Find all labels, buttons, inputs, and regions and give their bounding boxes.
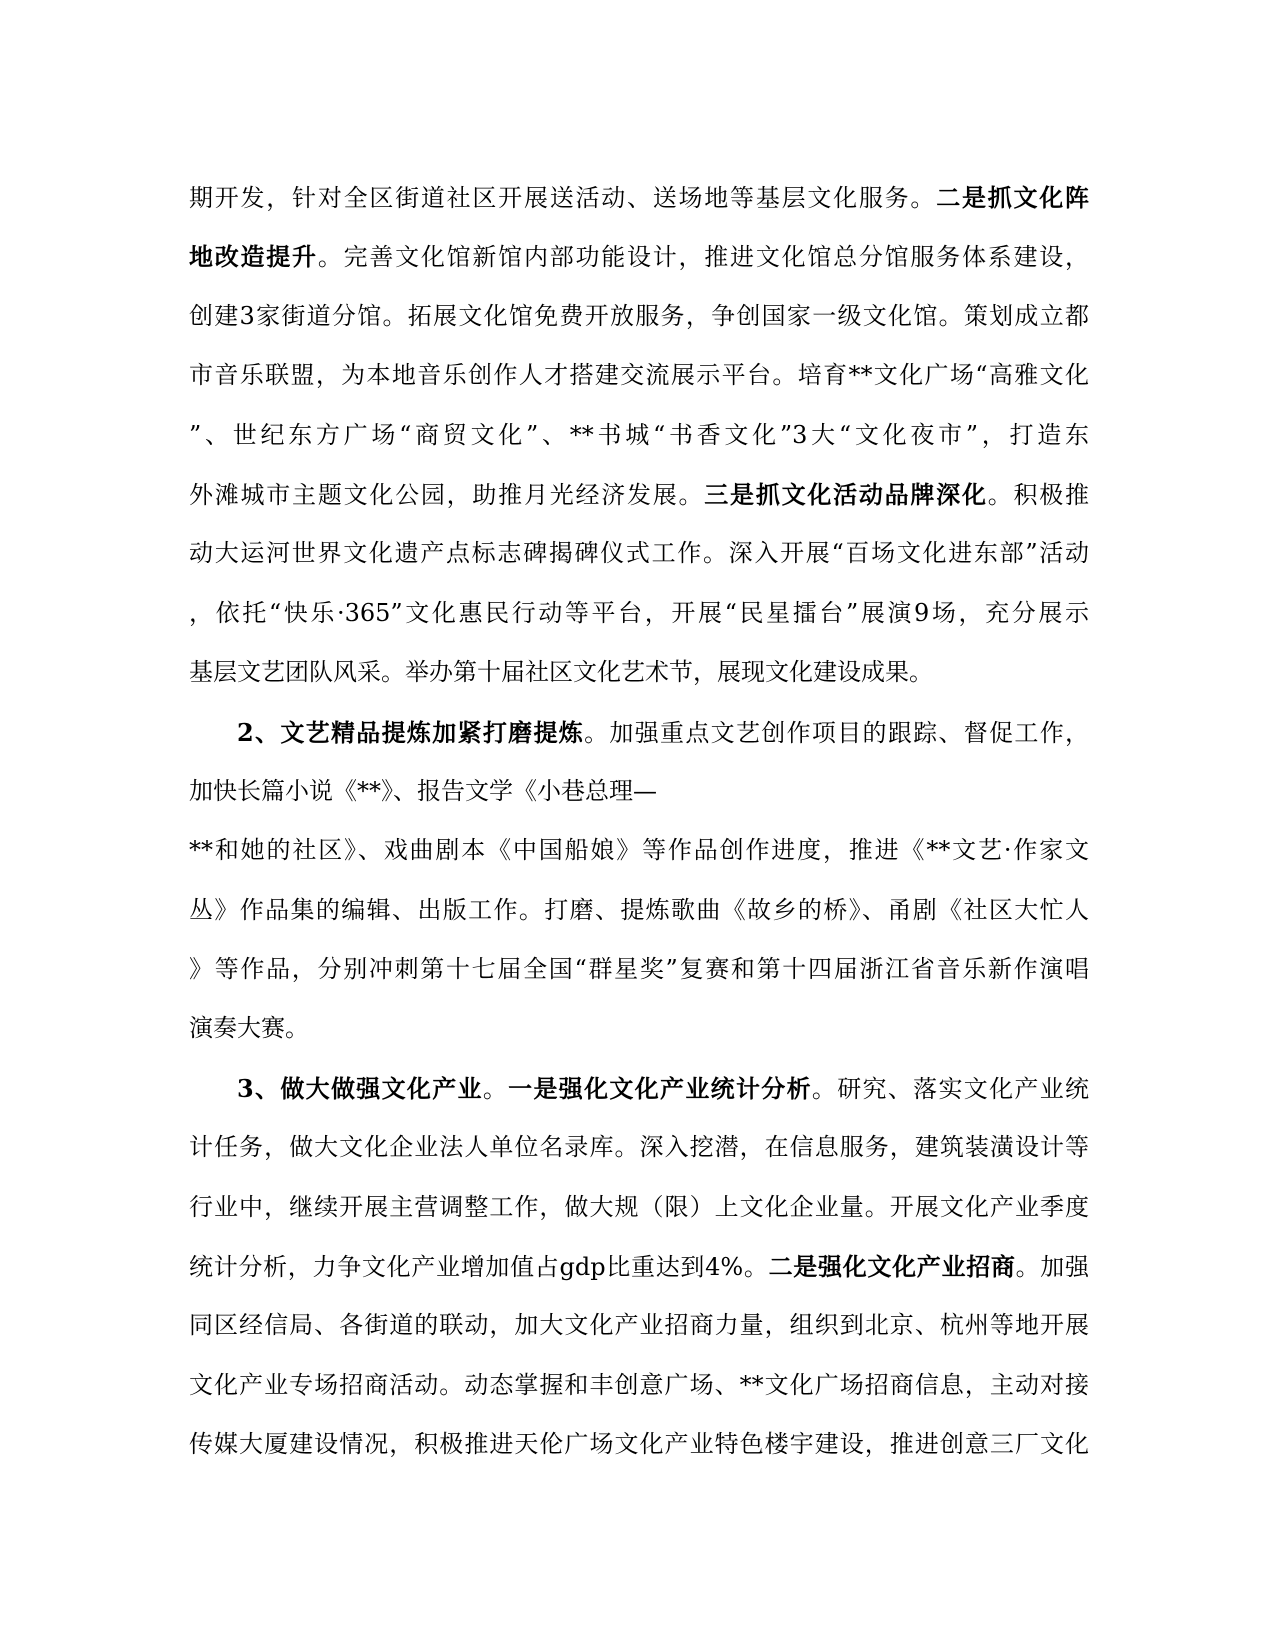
text-line: [189, 999, 1089, 1058]
bold-text: 2、文艺精品提炼加紧打磨提炼: [237, 717, 585, 747]
text-line: [189, 227, 1089, 286]
body-text: 。完善文化馆新馆内部功能设计，推进文化馆总分馆服务体系建设，: [317, 243, 1090, 272]
text-line: [189, 1415, 1089, 1474]
bold-text: 3、做大做强文化产业: [237, 1073, 483, 1103]
text-line: [189, 940, 1089, 999]
bold-text: 二是强化文化产业招商: [768, 1252, 1016, 1282]
text-line: [189, 821, 1089, 880]
body-text: 市音乐联盟，为本地音乐创作人才搭建交流展示平台。培育**文化广场“高雅文化: [189, 361, 1089, 390]
body-text: 。积极推: [987, 480, 1090, 509]
document-body: [189, 168, 1089, 1475]
text-line: [189, 346, 1089, 405]
body-text: 计任务，做大文化企业法人单位名录库。深入挖潜，在信息服务，建筑装潢设计等: [189, 1133, 1089, 1162]
bold-text: 三是抓文化活动品牌深化: [704, 479, 988, 509]
body-text: 》等作品，分别冲刺第十七届全国“群星奖”复赛和第十四届浙江省音乐新作演唱: [189, 955, 1089, 984]
body-text: 动大运河世界文化遗产点标志碑揭碑仪式工作。深入开展“百场文化进东部”活动: [189, 539, 1089, 568]
bold-text: 地改造提升: [189, 242, 318, 272]
text-line: [189, 1059, 1089, 1118]
text-line: [189, 406, 1089, 465]
text-line: [189, 762, 1089, 821]
body-text: 。研究、落实文化产业统: [811, 1074, 1090, 1103]
body-text: 创建3家街道分馆。拓展文化馆免费开放服务，争创国家一级文化馆。策划成立都: [189, 301, 1089, 330]
body-text: 。: [482, 1074, 509, 1103]
body-text: 。加强重点文艺创作项目的跟踪、督促工作，: [584, 718, 1090, 747]
body-text: 文化产业专场招商活动。动态掌握和丰创意广场、**文化广场招商信息，主动对接: [189, 1370, 1089, 1399]
text-line: [189, 1356, 1089, 1415]
body-text: ，依托“快乐·365”文化惠民行动等平台，开展“民星擂台”展演9场，充分展示: [189, 598, 1089, 627]
body-text: 传媒大厦建设情况，积极推进天伦广场文化产业特色楼宇建设，推进创意三厂文化: [189, 1430, 1089, 1459]
text-line: [189, 524, 1089, 583]
body-text: 同区经信局、各街道的联动，加大文化产业招商力量，组织到北京、杭州等地开展: [189, 1311, 1089, 1340]
body-text: 加快长篇小说《**》、报告文学《小巷总理—: [189, 776, 657, 805]
bold-text: 二是抓文化阵: [936, 183, 1090, 212]
text-line: [189, 1237, 1089, 1296]
body-text: 行业中，继续开展主营调整工作，做大规（限）上文化企业量。开展文化产业季度: [189, 1192, 1089, 1221]
body-text: 演奏大赛。: [189, 1014, 309, 1043]
text-line: [189, 1118, 1089, 1177]
text-line: [189, 703, 1089, 762]
text-line: [189, 1296, 1089, 1355]
text-line: [189, 643, 1089, 702]
text-line: [189, 287, 1089, 346]
body-text: 期开发，针对全区街道社区开展送活动、送场地等基层文化服务。: [189, 184, 937, 212]
body-text: 统计分析，力争文化产业增加值占gdp比重达到4%。: [189, 1253, 769, 1282]
body-text: 外滩城市主题文化公园，助推月光经济发展。: [189, 480, 705, 509]
text-line: [189, 881, 1089, 940]
body-text: **和她的社区》、戏曲剧本《中国船娘》等作品创作进度，推进《**文艺·作家文: [189, 836, 1089, 865]
body-text: 。加强: [1015, 1253, 1090, 1282]
text-line: [189, 584, 1089, 643]
text-line: [189, 1178, 1089, 1237]
text-line: [189, 168, 1089, 227]
body-text: 丛》作品集的编辑、出版工作。打磨、提炼歌曲《故乡的桥》、甬剧《社区大忙人: [189, 895, 1089, 924]
body-text: 基层文艺团队风采。举办第十届社区文化艺术节，展现文化建设成果。: [189, 658, 933, 687]
bold-text: 一是强化文化产业统计分析: [508, 1073, 812, 1103]
text-line: [189, 465, 1089, 524]
body-text: ”、世纪东方广场“商贸文化”、**书城“书香文化”3大“文化夜市”，打造东: [189, 420, 1089, 449]
